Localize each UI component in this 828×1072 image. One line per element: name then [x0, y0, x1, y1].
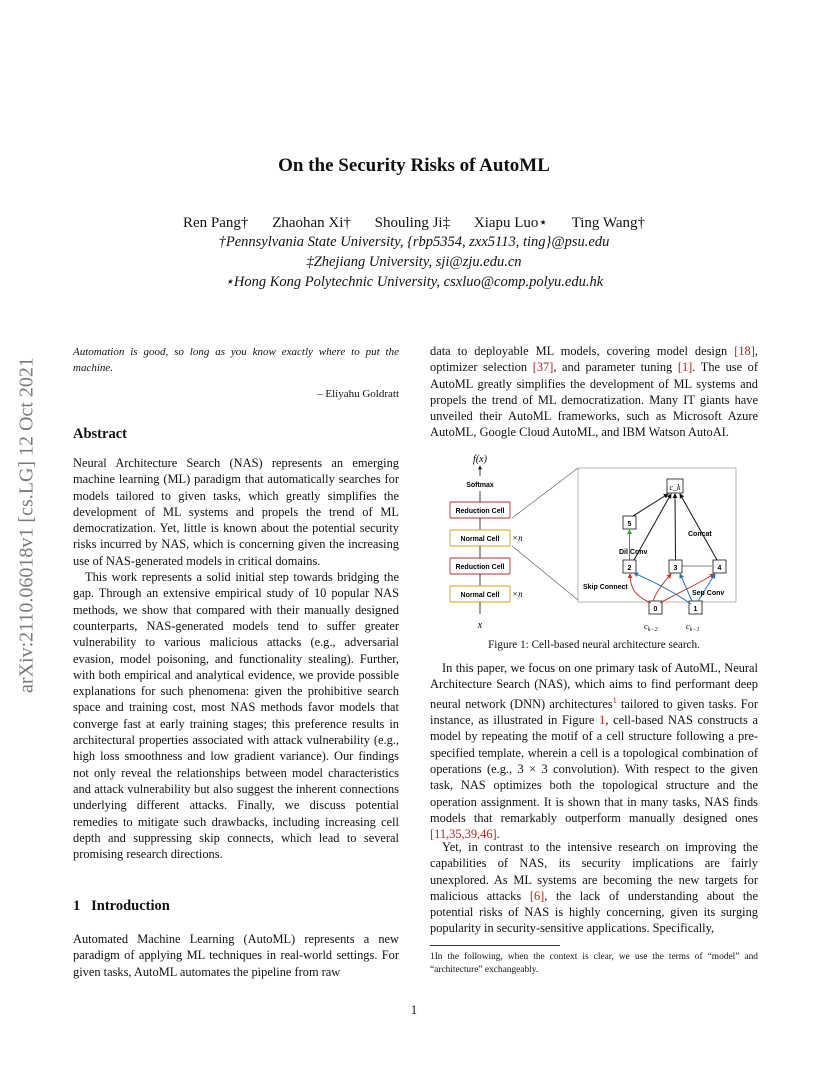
citation-link[interactable]: [1]: [677, 360, 693, 375]
cell-detail-frame: [578, 468, 736, 602]
figure-cell-nas: [430, 448, 760, 634]
epigraph-text: Automation is good, so long as you know exactly where to put the machine.: [73, 346, 399, 374]
author: Shouling Ji‡: [374, 215, 451, 231]
figure-ref-link[interactable]: 1: [599, 713, 606, 728]
label-times-n: ×n: [512, 589, 523, 599]
figure-caption: Figure 1: Cell-based neural architecture search.: [488, 639, 700, 651]
citation-link[interactable]: [6]: [529, 888, 545, 903]
node-0: 0: [653, 606, 658, 613]
abstract-paragraph: This work represents a solid initial step towards bridging the gap. Through an extensive empirical study of 10 popular NAS methods, we show that compared with their manually designed counterparts, NAS-generated models tend to suffer greater vulnerability to various malicious attacks (e.g., adversarial evasion, model poisoning, and functionality stealing). Further, with both empirical and analytical evidence, we provide possible explanations for such phenomena: given the prohibitive search space and training cost, most NAS methods favor models that converge fast at early training stages; this preference results in architectural properties associated with attack vulnerability (e.g., high loss smoothness and low gradient variance). Our findings not only reveal the relationships between model characteristics and attack vulnerability but also suggest the inherent connections underlying different attacks. Finally, we discuss potential remedies to mitigate such drawbacks, including increasing cell depth and suppressing skip connects, which lead to several promising research directions.: [73, 570, 399, 862]
footnote-mark[interactable]: 1: [612, 695, 617, 705]
label-ck-minus-2: $c_{k-2}$: [644, 621, 658, 633]
label-ck-minus-1: $c_{k-1}$: [686, 621, 700, 633]
affiliation: ⋆Hong Kong Polytechnic University, csxluo@comp.polyu.edu.hk: [224, 274, 604, 290]
intro-paragraph-left: Automated Machine Learning (AutoML) represents a new paradigm of applying ML techniques in real-world settings. For given tasks, AutoML automates the pipeline from raw: [73, 932, 399, 979]
node-3: 3: [673, 565, 678, 572]
node-2: 2: [627, 565, 632, 572]
epigraph-attribution: – Eliyahu Goldratt: [317, 388, 399, 400]
arxiv-stamp: [14, 290, 40, 760]
footnote: 1In the following, when the context is clear, we use the terms of “model” and “architecture” exchangeably.: [430, 952, 758, 975]
node-4: 4: [717, 565, 722, 572]
abstract-body: [73, 455, 399, 862]
right-paragraph-3: Yet, in contrast to the intensive research on improving the capabilities of NAS, its security implications are fairly unexplored. As ML systems are becoming the new targets for malicious attacks [6], the lack of understanding about the potential risks of NAS is highly concerning, given its surging popularity in security-sensitive applications. Specifically,: [430, 840, 758, 936]
node-1: 1: [693, 606, 698, 613]
affiliation: †Pennsylvania State University, {rbp5354, zxx5113, ting}@psu.edu: [218, 234, 610, 250]
label-skip-connect: Skip Connect: [583, 584, 628, 591]
label-x: x: [477, 620, 483, 631]
label-sep-conv: Sep Conv: [692, 590, 725, 597]
right-paragraph-1: data to deployable ML models, covering model design [18], optimizer selection [37], and parameter tuning [1]. The use of AutoML greatly simplifies the development of ML systems and propels the trend of ML democratization. Many IT giants have unveiled their AutoML frameworks, such as Microsoft Azure AutoML, Google Cloud AutoML, and IBM Watson AutoAI.: [430, 344, 759, 440]
paper-title: On the Security Risks of AutoML: [278, 155, 550, 176]
node-5: 5: [627, 521, 632, 528]
label-dil-conv: Dil Conv: [619, 549, 648, 556]
node-ck: c_k: [669, 483, 681, 492]
affiliation: ‡Zhejiang University, sji@zju.edu.cn: [306, 254, 522, 270]
label-normal-cell: Normal Cell: [460, 592, 500, 599]
footnote-rule: [430, 945, 560, 946]
label-times-n: ×n: [512, 533, 523, 543]
author: Xiapu Luo⋆: [473, 215, 548, 231]
section-title: Introduction: [91, 898, 170, 914]
label-normal-cell: Normal Cell: [460, 536, 500, 543]
label-softmax: Softmax: [466, 482, 494, 489]
author: Zhaohan Xi†: [272, 215, 351, 231]
citation-link[interactable]: [18]: [734, 344, 755, 358]
arxiv-stamp-text: arXiv:2110.06018v1 [cs.LG] 12 Oct 2021: [15, 357, 38, 693]
abstract-heading: Abstract: [73, 426, 127, 442]
section-heading-introduction: [73, 898, 170, 915]
label-reduction-cell: Reduction Cell: [455, 508, 505, 515]
citation-link[interactable]: [11,35,39,46]: [430, 827, 497, 842]
label-concat: Concat: [688, 531, 712, 538]
label-reduction-cell: Reduction Cell: [455, 564, 505, 571]
label-fx: f(x): [473, 454, 487, 465]
abstract-paragraph: Neural Architecture Search (NAS) represents an emerging machine learning (ML) paradigm that automatically searches for models tailored to given tasks, which greatly simplifies the development of ML systems and propels the trend of ML democratization. Yet, little is known about the potential security risks incurred by NAS, which is concerning given the increasing use of NAS-generated models in critical domains.: [73, 456, 399, 568]
section-number: 1: [73, 898, 81, 914]
right-paragraph-2: In this paper, we focus on one primary task of AutoML, Neural Architecture Search (NAS), which aims to find performant deep neural network (DNN) architectures$^1$ tailored to given tasks. For instance, as illustrated in Figure 1, cell-based NAS constructs a model by repeating the motif of a cell structure following a pre-specified template, wherein a cell is a topological combination of operations (e.g., 3 × 3 convolution). With respect to the given task, NAS optimizes both the topological structure and the operation assignment. It is shown that in many tasks, NAS finds models that remarkably outperform manually designed ones [11,35,39,46].: [430, 661, 758, 842]
page-number: 1: [410, 1003, 418, 1017]
citation-link[interactable]: [37]: [532, 360, 554, 375]
author-list: [0, 213, 828, 232]
author: Ren Pang†: [183, 215, 249, 231]
author: Ting Wang†: [571, 215, 645, 231]
